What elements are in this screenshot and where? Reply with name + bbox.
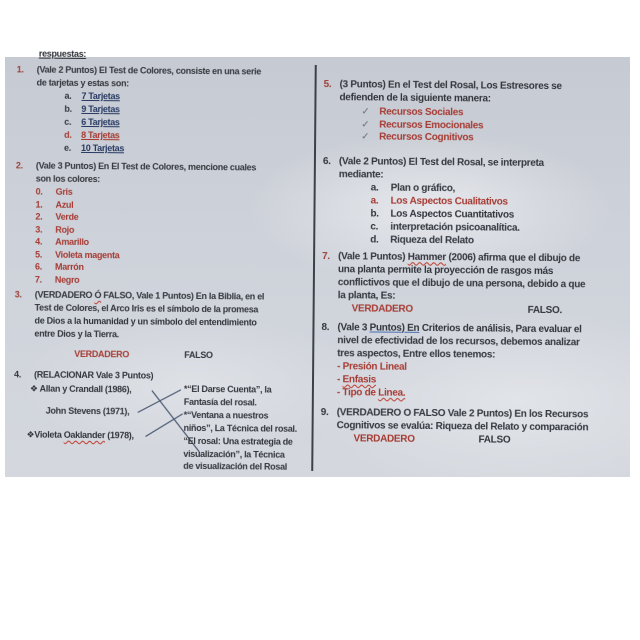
spellcheck-word: Hammer: [407, 251, 447, 263]
option-label: 8 Tarjetas: [81, 129, 120, 141]
question-text-line: defienden de la siguiente manera:: [339, 92, 491, 105]
spellcheck-word: Oaklander: [63, 429, 106, 441]
item-label: Amarillo: [55, 236, 89, 248]
false-label: FALSO: [184, 349, 213, 361]
item-number: 0.: [35, 186, 43, 197]
question-3: [14, 288, 311, 363]
option-letter: a.: [370, 194, 379, 207]
option-label: 9 Tarjetas: [81, 103, 120, 115]
match-right-line: “El rosal: Una estrategia de: [183, 435, 293, 447]
true-label: VERDADERO: [74, 348, 130, 360]
true-false-row: [336, 432, 626, 448]
diamond-bullet-icon: ❖: [29, 383, 40, 394]
question-text-line: Cognitivos se evalúa: Riqueza del Relato y comparación: [336, 419, 589, 433]
item-number: 5.: [35, 249, 43, 260]
checked-answer: [339, 131, 629, 146]
option-letter: b.: [370, 207, 379, 220]
question-text-line: nivel de efectividad de los recursos, debemos analizar: [337, 334, 580, 348]
item-label: Azul: [55, 199, 74, 210]
match-left-item: John Stevens (1971),: [45, 405, 130, 417]
option-label: Los Aspectos Cualitativos: [390, 195, 508, 208]
false-label: FALSO.: [527, 304, 563, 316]
option-label: interpretación psicoanalítica.: [390, 221, 520, 234]
question-text-line: (3 Puntos) En el Test del Rosal, Los Estresores se: [339, 79, 562, 93]
question-5: [323, 78, 630, 146]
check-icon: ✓: [361, 131, 370, 143]
question-number: 3.: [14, 289, 22, 300]
question-text-line: de tarjetas y estas son:: [36, 77, 129, 89]
question-7: [322, 250, 629, 318]
matching-exercise: [26, 382, 310, 478]
dash-answer: - Presión Lineal: [337, 360, 407, 373]
cropped-header-text: respuestas:: [38, 48, 87, 59]
question-1: [16, 63, 313, 157]
spellcheck-word: Linea.: [378, 387, 406, 399]
match-right-line: Fantasía del rosal.: [183, 396, 257, 408]
question-text-line: (Vale 2 Puntos) El Test del Rosal, se interpreta: [338, 155, 544, 169]
item-label: Verde: [55, 211, 79, 222]
exam-document: [3, 48, 632, 479]
item-number: 1.: [35, 199, 43, 210]
question-text-line: conflictivos que el dibujo de una persona, debido a que: [337, 276, 586, 290]
check-icon: ✓: [361, 118, 370, 130]
true-label: VERDADERO: [353, 432, 415, 445]
diamond-bullet-icon: ❖: [26, 429, 35, 440]
match-right-line: *“El Darse Cuenta”, la: [183, 383, 272, 395]
option-label: 10 Tarjetas: [80, 142, 125, 154]
question-text-line: entre Dios y la Tierra.: [34, 328, 119, 340]
question-4: [13, 368, 310, 478]
match-right-list: [183, 383, 326, 475]
match-left-item: ❖Violeta Oaklander (1978),: [26, 429, 134, 441]
question-text-line: mediante:: [338, 168, 384, 181]
option-letter: b.: [64, 103, 72, 114]
answer-option: [338, 233, 628, 249]
option-label: Plan o gráfico,: [390, 182, 456, 194]
question-text-line: (Vale 3 Puntos) En Criterios de análisis, Para evaluar el: [337, 321, 582, 335]
answer-option: [36, 142, 312, 157]
question-number: 1.: [16, 64, 24, 75]
question-number: 6.: [322, 155, 331, 167]
right-column: [320, 57, 629, 447]
question-text-line: la planta, Es:: [337, 289, 396, 302]
item-label: Rojo: [55, 224, 75, 235]
question-number: 5.: [323, 79, 332, 91]
question-number: 9.: [320, 406, 329, 418]
question-text-line: Test de Colores, el Arco Iris es el símbolo de la promesa: [34, 302, 259, 315]
item-number: 7.: [34, 274, 42, 285]
question-text-line: tres aspectos, Entre ellos tenemos:: [337, 347, 496, 361]
question-number: 2.: [15, 160, 23, 171]
match-right-line: de visualización del Rosal: [183, 461, 288, 473]
grammar-underline-words: Puntos) En: [369, 321, 420, 334]
spellcheck-word: Ó: [94, 290, 102, 301]
item-number: 2.: [35, 211, 43, 222]
color-list-item: [35, 211, 311, 226]
item-label: Marrón: [54, 261, 84, 272]
question-text-line: (VERDADERO Ó FALSO, Vale 1 Puntos) En la Biblia, en el: [34, 289, 265, 302]
true-label: VERDADERO: [351, 302, 413, 315]
true-false-row: [338, 302, 628, 318]
question-number: 8.: [321, 321, 330, 333]
true-false-row: [34, 348, 310, 363]
question-2: [15, 159, 312, 288]
option-letter: c.: [64, 116, 72, 127]
question-number: 7.: [322, 250, 330, 262]
match-right-line: visualización”, la Técnica: [183, 448, 285, 460]
item-number: 4.: [35, 236, 43, 247]
answer-label: Recursos Sociales: [379, 106, 464, 119]
question-text-line: (Vale 2 Puntos) El Test de Colores, consiste en una serie: [36, 64, 262, 77]
item-label: Gris: [55, 186, 73, 197]
option-letter: c.: [370, 220, 379, 233]
color-list-item: [35, 273, 311, 288]
match-left-item: ❖ Allan y Crandall (1986),: [29, 383, 132, 395]
question-text-line: (RELACIONAR Vale 3 Puntos): [34, 369, 154, 381]
match-right-line: *“Ventana a nuestros: [183, 409, 269, 421]
question-9: [320, 406, 626, 448]
question-6: [322, 155, 629, 249]
match-right-line: niños”, La Técnica del rosal.: [183, 422, 297, 434]
option-label: Riqueza del Relato: [390, 234, 474, 246]
question-8: [321, 321, 628, 402]
spellcheck-word: Enfasis: [342, 373, 377, 386]
option-letter: d.: [370, 233, 379, 246]
item-label: Violeta magenta: [55, 249, 120, 260]
document-photo: [5, 48, 630, 477]
answer-label: Recursos Cognitivos: [379, 131, 474, 144]
question-text-line: (VERDADERO O FALSO Vale 2 Puntos) En los Recursos: [336, 406, 589, 420]
option-letter: a.: [370, 181, 379, 194]
dash-answer: - Tipo de Linea.: [336, 386, 406, 399]
option-letter: d.: [64, 129, 72, 140]
question-number: 4.: [14, 369, 22, 380]
option-label: 6 Tarjetas: [81, 116, 120, 128]
question-text-line: (Vale 3 Puntos) En El Test de Colores, mencione cuales: [35, 160, 257, 173]
option-letter: a.: [64, 90, 72, 101]
item-number: 6.: [34, 261, 42, 272]
question-text-line: una planta permite la proyección de rasgos más: [337, 263, 554, 277]
dash-answer: - Enfasis: [336, 373, 377, 386]
check-icon: ✓: [361, 106, 370, 118]
option-label: 7 Tarjetas: [81, 90, 120, 102]
false-label: FALSO: [478, 433, 511, 446]
option-letter: e.: [63, 142, 71, 153]
item-label: Negro: [54, 274, 80, 285]
question-text-line: son los colores:: [35, 173, 101, 185]
item-number: 3.: [35, 224, 43, 235]
question-text-line: (Vale 1 Puntos) Hammer (2006) afirma que el dibujo de: [338, 250, 581, 264]
answer-label: Recursos Emocionales: [379, 119, 484, 131]
option-label: Los Aspectos Cuantitativos: [390, 208, 515, 221]
question-text-line: de Dios a la humanidad y un símbolo del entendimiento: [34, 315, 257, 328]
